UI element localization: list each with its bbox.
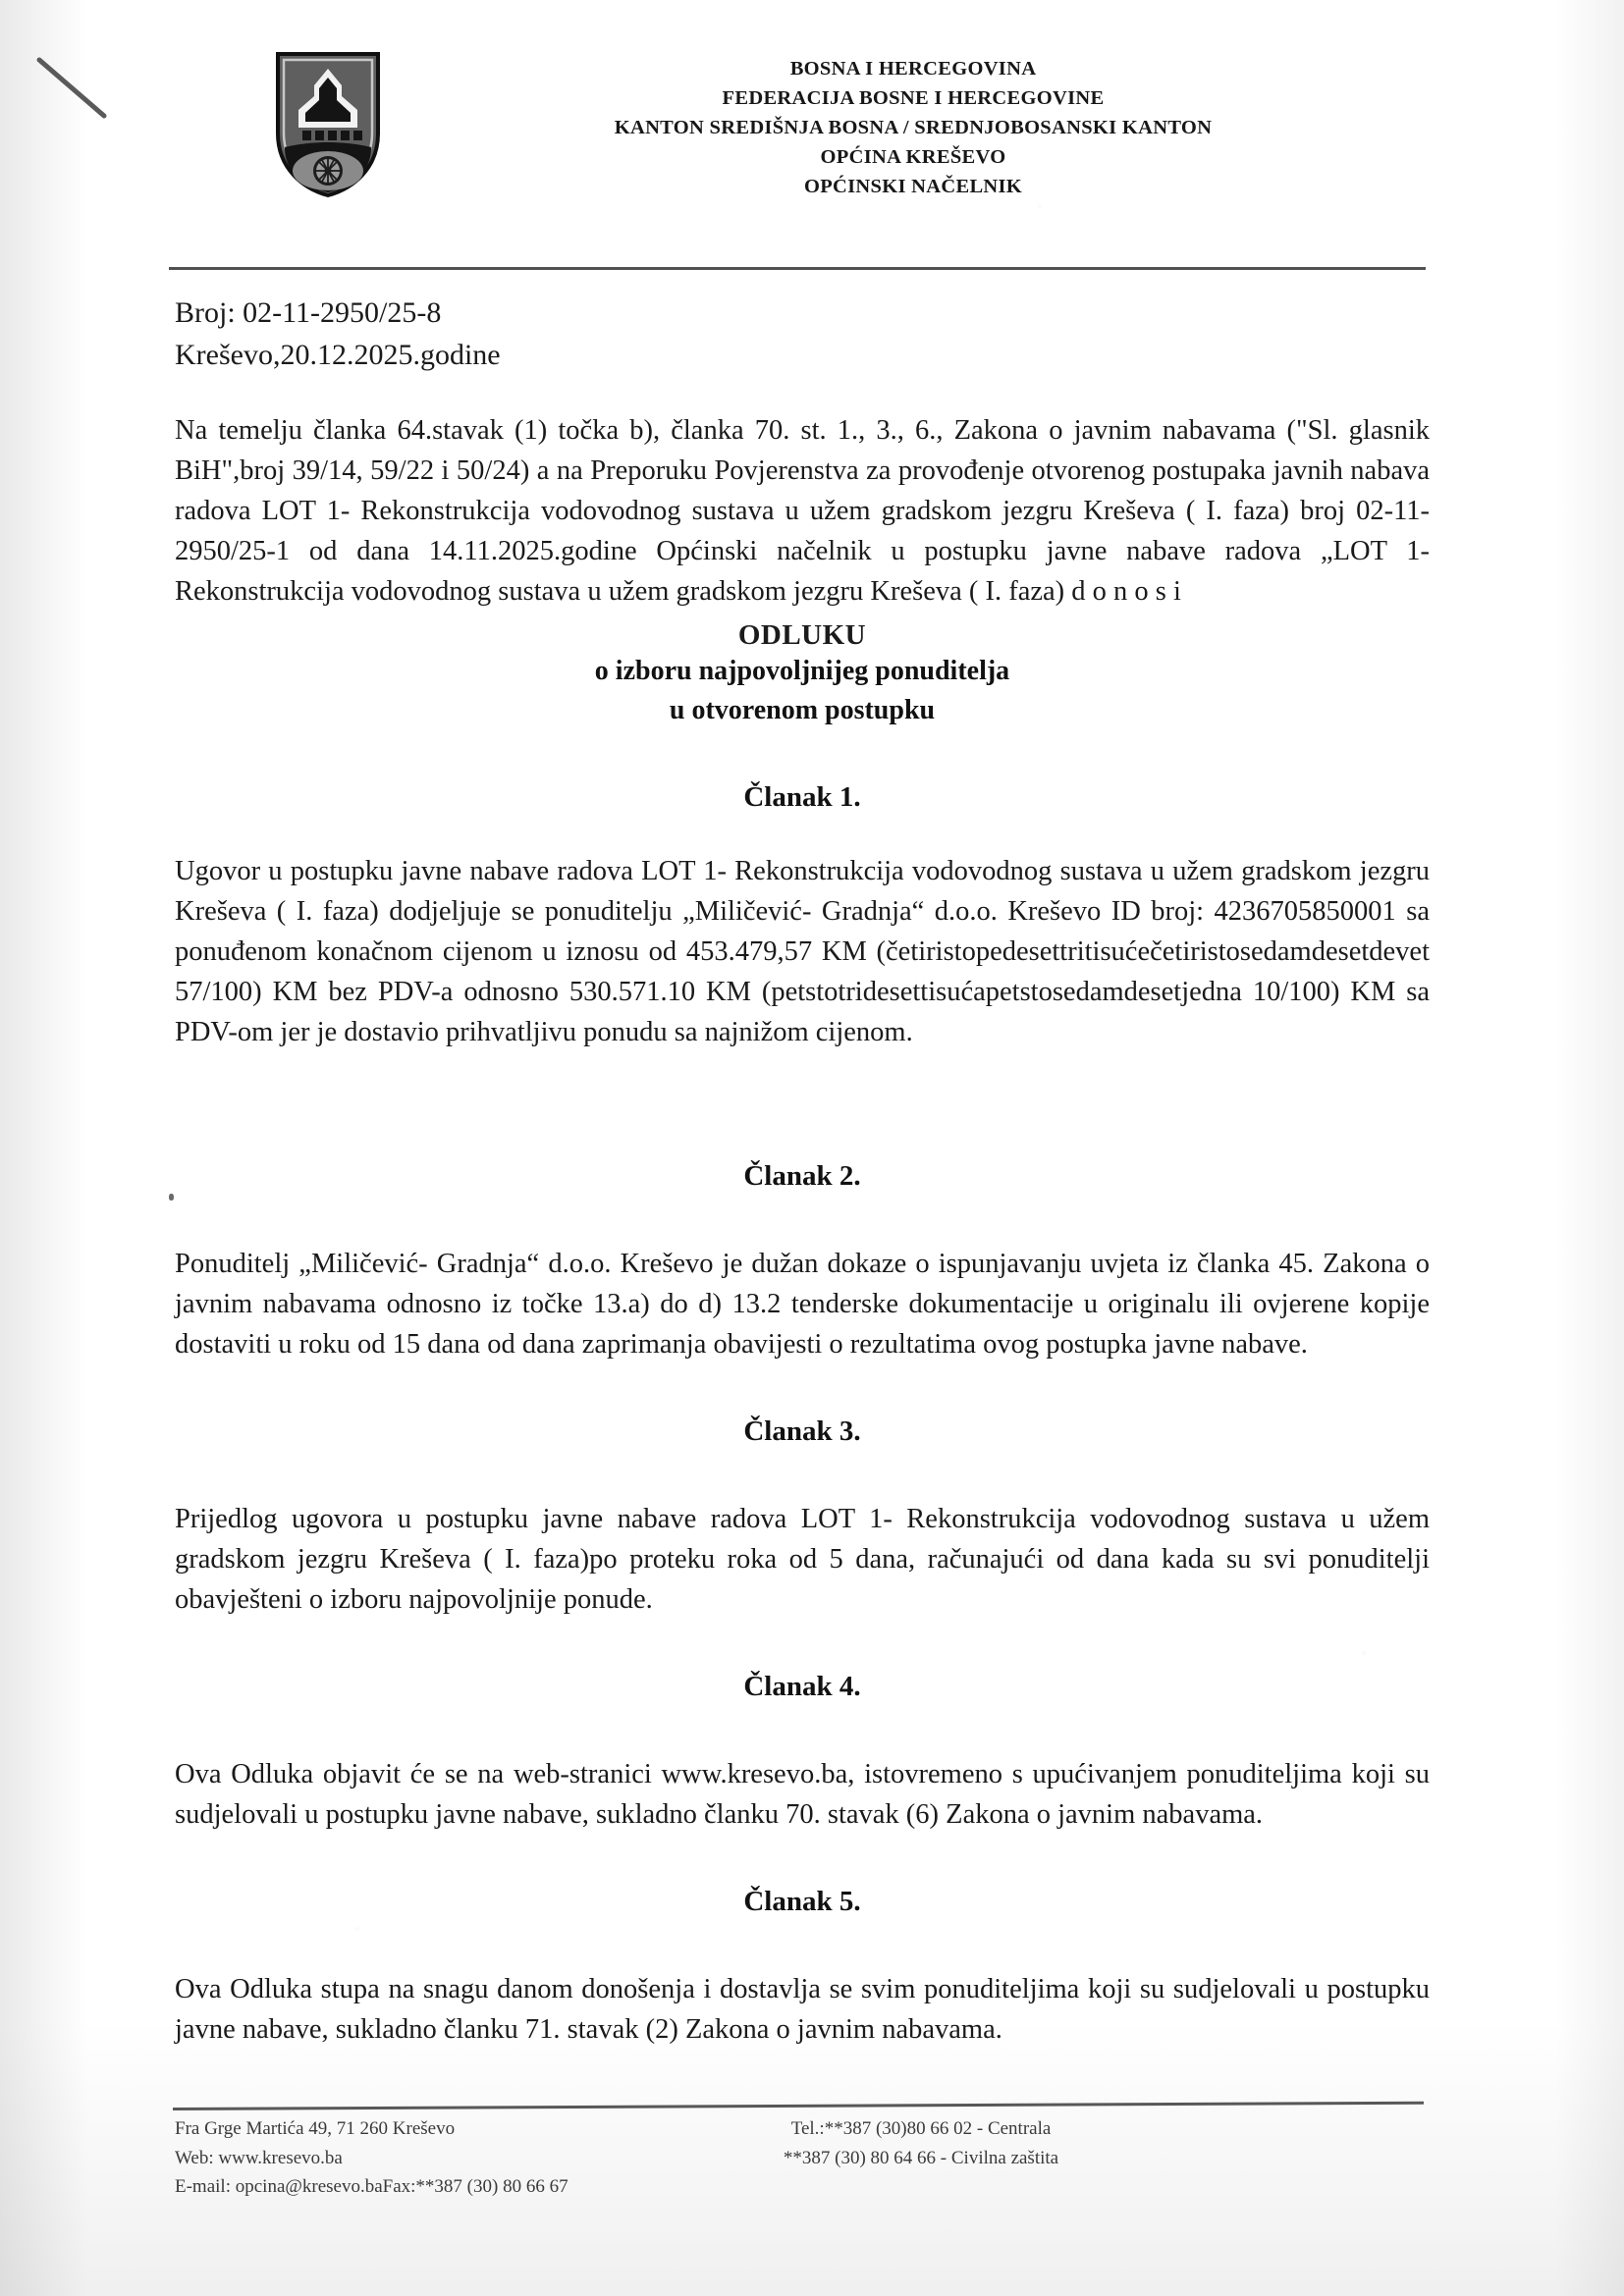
org-line-canton: KANTON SREDIŠNJA BOSNA / SREDNJOBOSANSKI KANTON xyxy=(614,116,1213,138)
footer-contact-left xyxy=(175,2114,568,2202)
footer-tel-civilna: **387 (30) 80 64 66 - Civilna zaštita xyxy=(783,2147,1059,2168)
decision-title: ODLUKU xyxy=(737,619,867,652)
footer-web: Web: www.kresevo.ba xyxy=(175,2147,343,2168)
place-and-date: Kreševo,20.12.2025.godine xyxy=(175,338,501,371)
footer-email-fax: E-mail: opcina@kresevo.baFax:**387 (30) 80 66 67 xyxy=(175,2176,568,2198)
footer-tel-centrala: Tel.:**387 (30)80 66 02 - Centrala xyxy=(790,2118,1052,2139)
article-4-body: Ova Odluka objavit će se na web-stranici www.kresevo.ba, istovremeno s upućivanjem ponuditeljima koji su sudjelovali u postupku javne nabave, sukladno članku 70. stavak (6) Zakona o javnim nabavama. xyxy=(175,1759,1430,1831)
kresevo-coat-of-arms-icon xyxy=(273,49,383,198)
footer-address: Fra Grge Martića 49, 71 260 Kreševo xyxy=(175,2118,456,2139)
article-5-heading: Članak 5. xyxy=(743,1886,861,1918)
document-number: Broj: 02-11-2950/25-8 xyxy=(175,296,442,329)
organization-heading xyxy=(471,55,1355,202)
org-line-federation: FEDERACIJA BOSNE I HERCEGOVINE xyxy=(722,86,1105,109)
page-footer xyxy=(175,2114,1432,2232)
article-5-body: Ova Odluka stupa na snagu danom donošenja i dostavlja se svim ponuditeljima koji su sudjelovali u postupku javne nabave, sukladno članku 71. stavak (2) Zakona o javnim nabavama. xyxy=(175,1974,1430,2046)
footer-contact-right xyxy=(646,2114,1196,2172)
article-2-heading: Članak 2. xyxy=(743,1159,861,1192)
article-2-body: Ponuditelj „Miličević- Gradnja“ d.o.o. Kreševo je dužan dokaze o ispunjavanju uvjeta iz članka 45. Zakona o javnim nabavama odnosno iz točke 13.a) do d) 13.2 tenderske dokumentacije u originalu ili ovjerene kopije dostaviti u roku od 15 dana od dana zaprimanja obavijesti o rezultatima ovog postupka javne nabave. xyxy=(175,1248,1430,1360)
letterhead xyxy=(0,43,1624,220)
article-4-heading: Članak 4. xyxy=(743,1671,861,1702)
org-line-mayor-office: OPĆINSKI NAČELNIK xyxy=(803,175,1023,197)
header-divider xyxy=(169,267,1426,270)
article-1-body: Ugovor u postupku javne nabave radova LOT 1- Rekonstrukcija vodovodnog sustava u užem gradskom jezgru Kreševa ( I. faza) dodjeljuje se ponuditelju „Miličević- Gradnja“ d.o.o. Kreševo ID broj: 4236705850001 sa ponuđenom konačnom cijenom u iznosu od 453.479,57 KM (četiristopedesettritisućečetiristosedamdesetdevet 57/100) KM bez PDV-a odnosno 530.571.10 KM (petstotridesettisućapetstosedamdesetjedna 10/100) KM sa PDV-om jer je dostavio prihvatljivu ponudu sa najnižom cijenom. xyxy=(175,855,1430,1047)
ink-speck xyxy=(169,1194,174,1201)
article-1-heading: Članak 1. xyxy=(743,780,861,813)
decision-subtitle-2: u otvorenom postupku xyxy=(669,694,936,725)
org-line-country: BOSNA I HERCEGOVINA xyxy=(789,58,1037,80)
org-line-municipality: OPĆINA KREŠEVO xyxy=(820,145,1006,168)
footer-divider xyxy=(173,2102,1424,2110)
decision-subtitle-1: o izboru najpovoljnijeg ponuditelja xyxy=(594,656,1010,687)
article-3-body: Prijedlog ugovora u postupku javne nabave radova LOT 1- Rekonstrukcija vodovodnog sustava u užem gradskom jezgru Kreševa ( I. faza)po proteku roka od 5 dana, računajući od dana kada su svi ponuditelji obavješteni o izboru najpovoljnije ponude. xyxy=(175,1503,1430,1615)
document-meta xyxy=(175,293,501,376)
article-3-heading: Članak 3. xyxy=(743,1415,861,1447)
preamble-paragraph: Na temelju članka 64.stavak (1) točka b), članka 70. st. 1., 3., 6., Zakona o javnim nabavama ("Sl. glasnik BiH",broj 39/14, 59/22 i 50/24) a na Preporuku Povjerenstva za provođenje otvorenog postupaka javnih nabava radova LOT 1- Rekonstrukcija vodovodnog sustava u užem gradskom jezgru Kreševa ( I. faza) broj 02-11- 2950/25-1 od dana 14.11.2025.godine Općinski načelnik u postupku javne nabave radova „LOT 1- Rekonstrukcija vodovodnog sustava u užem gradskom jezgru Kreševa ( I. faza) d o n o s i xyxy=(175,415,1430,608)
document-body xyxy=(175,410,1430,2050)
